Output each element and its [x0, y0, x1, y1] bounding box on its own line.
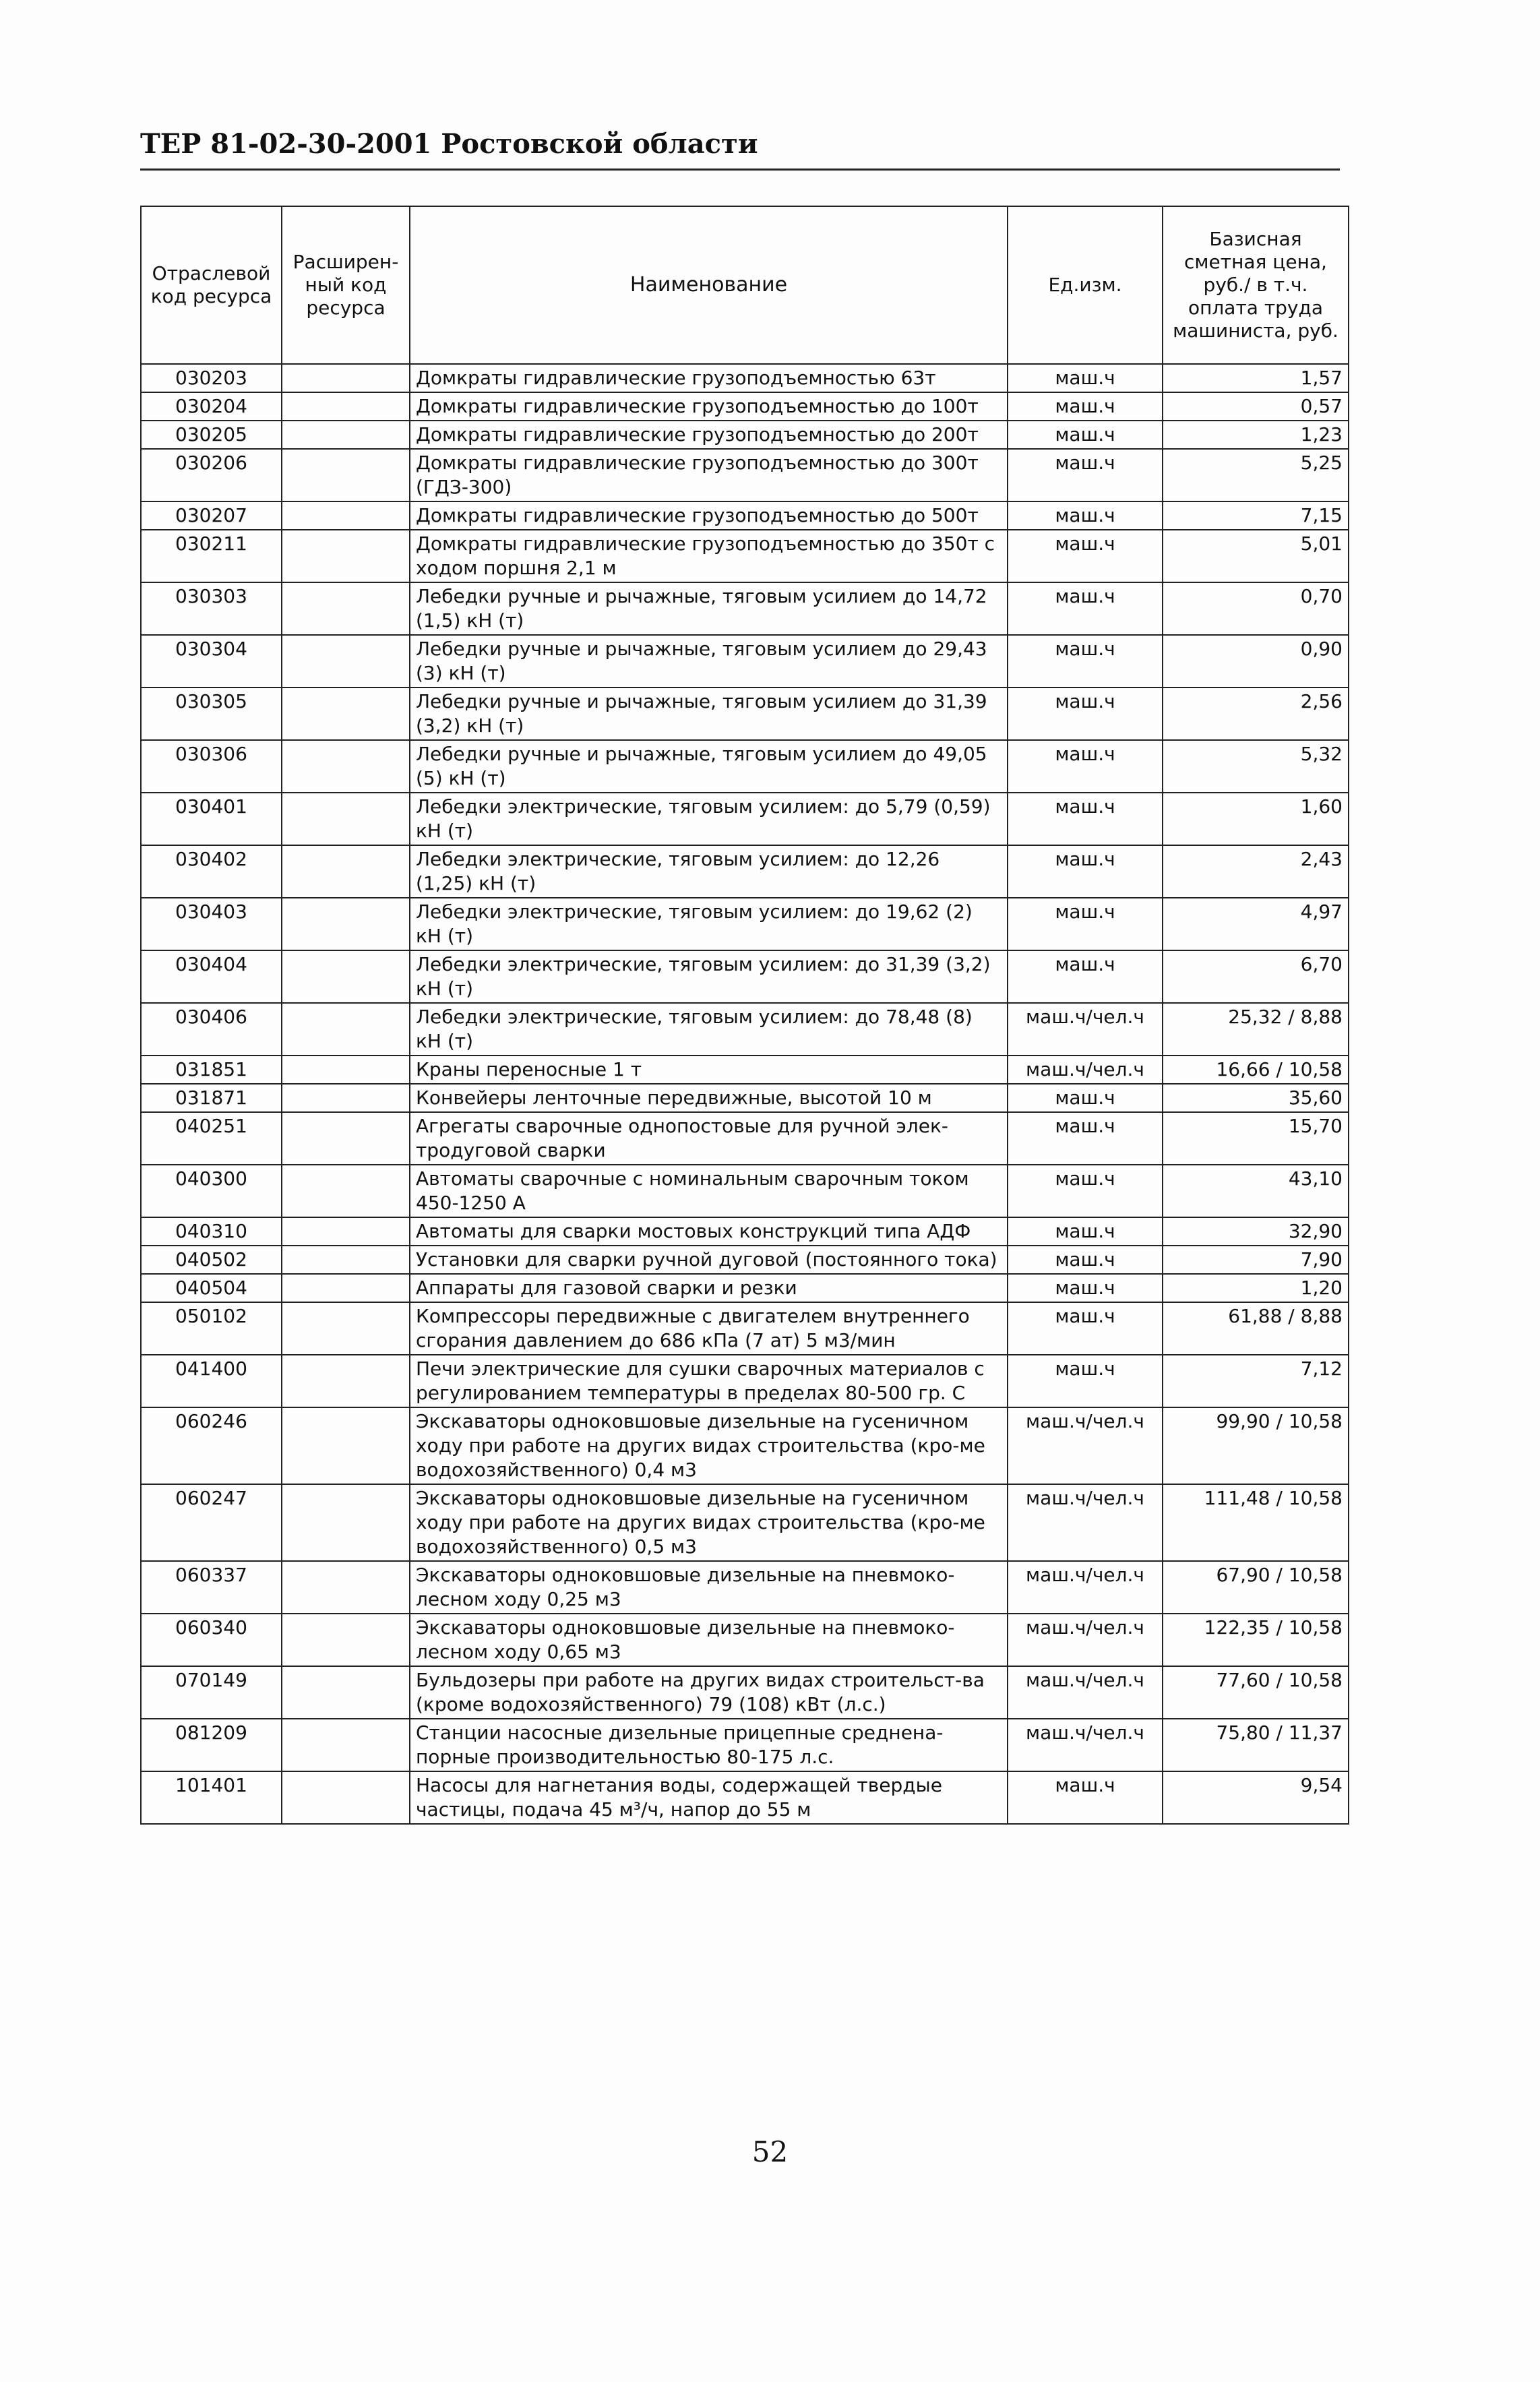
document-header: ТЕР 81-02-30-2001 Ростовской области: [140, 128, 758, 160]
header-rule: [140, 169, 1340, 171]
cell-name: Лебедки ручные и рычажные, тяговым усилием до 14,72 (1,5) кН (т): [410, 582, 1008, 635]
cell-code: 060246: [141, 1407, 282, 1484]
cell-name: Насосы для нагнетания воды, содержащей твердые частицы, подача 45 м³/ч, напор до 55 м: [410, 1771, 1008, 1824]
cell-ext-code: [282, 582, 410, 635]
cell-code: 031851: [141, 1056, 282, 1084]
page-number: 52: [751, 2135, 789, 2168]
cell-ext-code: [282, 1719, 410, 1771]
cell-price: 6,70: [1163, 950, 1349, 1003]
table-row: [141, 1003, 1349, 1056]
cell-price: 77,60 / 10,58: [1163, 1666, 1349, 1719]
column-header-price: Базисная сметная цена, руб./ в т.ч. оплата труда машиниста, руб.: [1163, 206, 1349, 364]
cell-ext-code: [282, 1217, 410, 1246]
cell-unit: маш.ч: [1008, 635, 1163, 688]
cell-ext-code: [282, 740, 410, 793]
cell-ext-code: [282, 364, 410, 392]
cell-ext-code: [282, 421, 410, 449]
cell-code: 030211: [141, 530, 282, 582]
cell-ext-code: [282, 1614, 410, 1666]
cell-unit: маш.ч/чел.ч: [1008, 1561, 1163, 1614]
column-header-unit: Ед.изм.: [1008, 206, 1163, 364]
table-row: [141, 364, 1349, 392]
cell-unit: маш.ч: [1008, 1165, 1163, 1217]
cell-name: Лебедки ручные и рычажные, тяговым усилием до 29,43 (3) кН (т): [410, 635, 1008, 688]
table-body: [141, 364, 1349, 1824]
table-row: [141, 1056, 1349, 1084]
cell-ext-code: [282, 793, 410, 845]
table-row: [141, 1719, 1349, 1771]
cell-price: 16,66 / 10,58: [1163, 1056, 1349, 1084]
cell-unit: маш.ч/чел.ч: [1008, 1056, 1163, 1084]
cell-code: 060247: [141, 1484, 282, 1561]
cell-price: 4,97: [1163, 898, 1349, 950]
cell-price: 5,01: [1163, 530, 1349, 582]
cell-name: Домкраты гидравлические грузоподъемностью 63т: [410, 364, 1008, 392]
cell-unit: маш.ч: [1008, 1355, 1163, 1407]
cell-name: Домкраты гидравлические грузоподъемностью до 500т: [410, 501, 1008, 530]
cell-code: 030205: [141, 421, 282, 449]
cell-ext-code: [282, 1246, 410, 1274]
cell-name: Автоматы для сварки мостовых конструкций типа АДФ: [410, 1217, 1008, 1246]
cell-price: 75,80 / 11,37: [1163, 1719, 1349, 1771]
cell-ext-code: [282, 1084, 410, 1112]
cell-unit: маш.ч: [1008, 1217, 1163, 1246]
cell-code: 040504: [141, 1274, 282, 1302]
cell-name: Лебедки ручные и рычажные, тяговым усилием до 31,39 (3,2) кН (т): [410, 688, 1008, 740]
cell-price: 7,90: [1163, 1246, 1349, 1274]
cell-code: 030401: [141, 793, 282, 845]
table-row: [141, 421, 1349, 449]
cell-name: Печи электрические для сушки сварочных материалов с регулированием температуры в пределах 80-500 гр. С: [410, 1355, 1008, 1407]
cell-unit: маш.ч: [1008, 1084, 1163, 1112]
cell-ext-code: [282, 688, 410, 740]
cell-code: 060340: [141, 1614, 282, 1666]
cell-name: Конвейеры ленточные передвижные, высотой 10 м: [410, 1084, 1008, 1112]
cell-code: 101401: [141, 1771, 282, 1824]
cell-name: Аппараты для газовой сварки и резки: [410, 1274, 1008, 1302]
cell-price: 9,54: [1163, 1771, 1349, 1824]
cell-ext-code: [282, 1771, 410, 1824]
cell-code: 030402: [141, 845, 282, 898]
cell-ext-code: [282, 845, 410, 898]
table-row: [141, 740, 1349, 793]
cell-name: Лебедки электрические, тяговым усилием: до 31,39 (3,2) кН (т): [410, 950, 1008, 1003]
cell-code: 030306: [141, 740, 282, 793]
cell-ext-code: [282, 1056, 410, 1084]
cell-code: 040251: [141, 1112, 282, 1165]
cell-name: Домкраты гидравлические грузоподъемностью до 100т: [410, 392, 1008, 421]
cell-name: Агрегаты сварочные однопостовые для ручной элек-тродуговой сварки: [410, 1112, 1008, 1165]
table-row: [141, 392, 1349, 421]
cell-unit: маш.ч: [1008, 392, 1163, 421]
table-row: [141, 950, 1349, 1003]
cell-name: Лебедки ручные и рычажные, тяговым усилием до 49,05 (5) кН (т): [410, 740, 1008, 793]
cell-unit: маш.ч: [1008, 950, 1163, 1003]
table-row: [141, 582, 1349, 635]
cell-name: Домкраты гидравлические грузоподъемностью до 350т с ходом поршня 2,1 м: [410, 530, 1008, 582]
table-row: [141, 1771, 1349, 1824]
cell-unit: маш.ч: [1008, 845, 1163, 898]
cell-price: 122,35 / 10,58: [1163, 1614, 1349, 1666]
cell-code: 030204: [141, 392, 282, 421]
cell-unit: маш.ч: [1008, 898, 1163, 950]
cell-unit: маш.ч: [1008, 1274, 1163, 1302]
cell-ext-code: [282, 449, 410, 501]
cell-ext-code: [282, 950, 410, 1003]
cell-unit: маш.ч: [1008, 421, 1163, 449]
table-row: [141, 898, 1349, 950]
table-row: [141, 1217, 1349, 1246]
cell-price: 61,88 / 8,88: [1163, 1302, 1349, 1355]
cell-ext-code: [282, 392, 410, 421]
table-row: [141, 635, 1349, 688]
cell-price: 1,60: [1163, 793, 1349, 845]
column-header-ext-code: Расширен-ный код ресурса: [282, 206, 410, 364]
cell-ext-code: [282, 1274, 410, 1302]
cell-price: 15,70: [1163, 1112, 1349, 1165]
resource-price-table: [140, 206, 1349, 1825]
cell-code: 041400: [141, 1355, 282, 1407]
cell-code: 060337: [141, 1561, 282, 1614]
cell-name: Автоматы сварочные с номинальным сварочным током 450-1250 А: [410, 1165, 1008, 1217]
cell-price: 43,10: [1163, 1165, 1349, 1217]
column-header-code: Отраслевой код ресурса: [141, 206, 282, 364]
column-header-name: Наименование: [410, 206, 1008, 364]
cell-code: 030304: [141, 635, 282, 688]
cell-name: Экскаваторы одноковшовые дизельные на пневмоко-лесном ходу 0,25 м3: [410, 1561, 1008, 1614]
cell-ext-code: [282, 898, 410, 950]
cell-name: Станции насосные дизельные прицепные среднена-порные производительностью 80-175 л.с.: [410, 1719, 1008, 1771]
cell-code: 040502: [141, 1246, 282, 1274]
cell-name: Лебедки электрические, тяговым усилием: до 5,79 (0,59) кН (т): [410, 793, 1008, 845]
table-row: [141, 1165, 1349, 1217]
cell-price: 1,23: [1163, 421, 1349, 449]
cell-price: 1,57: [1163, 364, 1349, 392]
cell-price: 5,25: [1163, 449, 1349, 501]
cell-price: 25,32 / 8,88: [1163, 1003, 1349, 1056]
table-row: [141, 1084, 1349, 1112]
cell-price: 99,90 / 10,58: [1163, 1407, 1349, 1484]
cell-code: 030406: [141, 1003, 282, 1056]
cell-name: Краны переносные 1 т: [410, 1056, 1008, 1084]
cell-ext-code: [282, 1407, 410, 1484]
cell-name: Лебедки электрические, тяговым усилием: до 78,48 (8) кН (т): [410, 1003, 1008, 1056]
cell-code: 081209: [141, 1719, 282, 1771]
cell-price: 32,90: [1163, 1217, 1349, 1246]
cell-name: Экскаваторы одноковшовые дизельные на гусеничном ходу при работе на других видах строительства (кро-ме водохозяйственного) 0,4 м3: [410, 1407, 1008, 1484]
cell-unit: маш.ч: [1008, 449, 1163, 501]
cell-price: 5,32: [1163, 740, 1349, 793]
cell-price: 67,90 / 10,58: [1163, 1561, 1349, 1614]
cell-code: 030303: [141, 582, 282, 635]
cell-unit: маш.ч: [1008, 740, 1163, 793]
cell-price: 7,15: [1163, 501, 1349, 530]
cell-code: 030403: [141, 898, 282, 950]
cell-ext-code: [282, 1666, 410, 1719]
cell-unit: маш.ч: [1008, 530, 1163, 582]
cell-ext-code: [282, 1165, 410, 1217]
cell-price: 35,60: [1163, 1084, 1349, 1112]
cell-unit: маш.ч: [1008, 1112, 1163, 1165]
cell-name: Экскаваторы одноковшовые дизельные на пневмоко-лесном ходу 0,65 м3: [410, 1614, 1008, 1666]
cell-name: Экскаваторы одноковшовые дизельные на гусеничном ходу при работе на других видах строительства (кро-ме водохозяйственного) 0,5 м3: [410, 1484, 1008, 1561]
table-row: [141, 1302, 1349, 1355]
cell-code: 040310: [141, 1217, 282, 1246]
table-row: [141, 1246, 1349, 1274]
cell-price: 2,56: [1163, 688, 1349, 740]
table-row: [141, 1355, 1349, 1407]
cell-code: 030206: [141, 449, 282, 501]
cell-name: Домкраты гидравлические грузоподъемностью до 300т (ГДЗ-300): [410, 449, 1008, 501]
table-row: [141, 530, 1349, 582]
cell-price: 7,12: [1163, 1355, 1349, 1407]
table-row: [141, 793, 1349, 845]
cell-ext-code: [282, 1112, 410, 1165]
cell-name: Лебедки электрические, тяговым усилием: до 19,62 (2) кН (т): [410, 898, 1008, 950]
cell-price: 2,43: [1163, 845, 1349, 898]
cell-ext-code: [282, 1302, 410, 1355]
cell-name: Установки для сварки ручной дуговой (постоянного тока): [410, 1246, 1008, 1274]
table-row: [141, 1614, 1349, 1666]
cell-unit: маш.ч/чел.ч: [1008, 1003, 1163, 1056]
cell-ext-code: [282, 501, 410, 530]
cell-price: 0,90: [1163, 635, 1349, 688]
cell-ext-code: [282, 1561, 410, 1614]
cell-unit: маш.ч/чел.ч: [1008, 1719, 1163, 1771]
cell-ext-code: [282, 1355, 410, 1407]
table-row: [141, 1274, 1349, 1302]
table-row: [141, 1112, 1349, 1165]
table-row: [141, 688, 1349, 740]
cell-ext-code: [282, 530, 410, 582]
cell-unit: маш.ч: [1008, 1246, 1163, 1274]
cell-unit: маш.ч/чел.ч: [1008, 1666, 1163, 1719]
table-row: [141, 1407, 1349, 1484]
cell-unit: маш.ч/чел.ч: [1008, 1614, 1163, 1666]
cell-code: 031871: [141, 1084, 282, 1112]
table-row: [141, 449, 1349, 501]
cell-price: 0,70: [1163, 582, 1349, 635]
cell-code: 040300: [141, 1165, 282, 1217]
cell-code: 070149: [141, 1666, 282, 1719]
table-row: [141, 845, 1349, 898]
cell-ext-code: [282, 1003, 410, 1056]
cell-code: 030203: [141, 364, 282, 392]
cell-code: 030404: [141, 950, 282, 1003]
cell-unit: маш.ч: [1008, 1302, 1163, 1355]
cell-ext-code: [282, 635, 410, 688]
table-row: [141, 501, 1349, 530]
cell-unit: маш.ч: [1008, 793, 1163, 845]
cell-name: Лебедки электрические, тяговым усилием: до 12,26 (1,25) кН (т): [410, 845, 1008, 898]
cell-code: 050102: [141, 1302, 282, 1355]
cell-unit: маш.ч: [1008, 688, 1163, 740]
cell-unit: маш.ч: [1008, 501, 1163, 530]
cell-name: Бульдозеры при работе на других видах строительст-ва (кроме водохозяйственного) 79 (108) кВт (л.с.): [410, 1666, 1008, 1719]
cell-unit: маш.ч: [1008, 1771, 1163, 1824]
cell-name: Домкраты гидравлические грузоподъемностью до 200т: [410, 421, 1008, 449]
table-header-row: [141, 206, 1349, 364]
cell-price: 0,57: [1163, 392, 1349, 421]
cell-unit: маш.ч/чел.ч: [1008, 1484, 1163, 1561]
cell-code: 030305: [141, 688, 282, 740]
cell-name: Компрессоры передвижные с двигателем внутреннего сгорания давлением до 686 кПа (7 ат) 5 м3/мин: [410, 1302, 1008, 1355]
table-row: [141, 1666, 1349, 1719]
table-row: [141, 1561, 1349, 1614]
cell-code: 030207: [141, 501, 282, 530]
cell-price: 111,48 / 10,58: [1163, 1484, 1349, 1561]
table-row: [141, 1484, 1349, 1561]
cell-unit: маш.ч/чел.ч: [1008, 1407, 1163, 1484]
cell-unit: маш.ч: [1008, 582, 1163, 635]
cell-ext-code: [282, 1484, 410, 1561]
cell-unit: маш.ч: [1008, 364, 1163, 392]
cell-price: 1,20: [1163, 1274, 1349, 1302]
